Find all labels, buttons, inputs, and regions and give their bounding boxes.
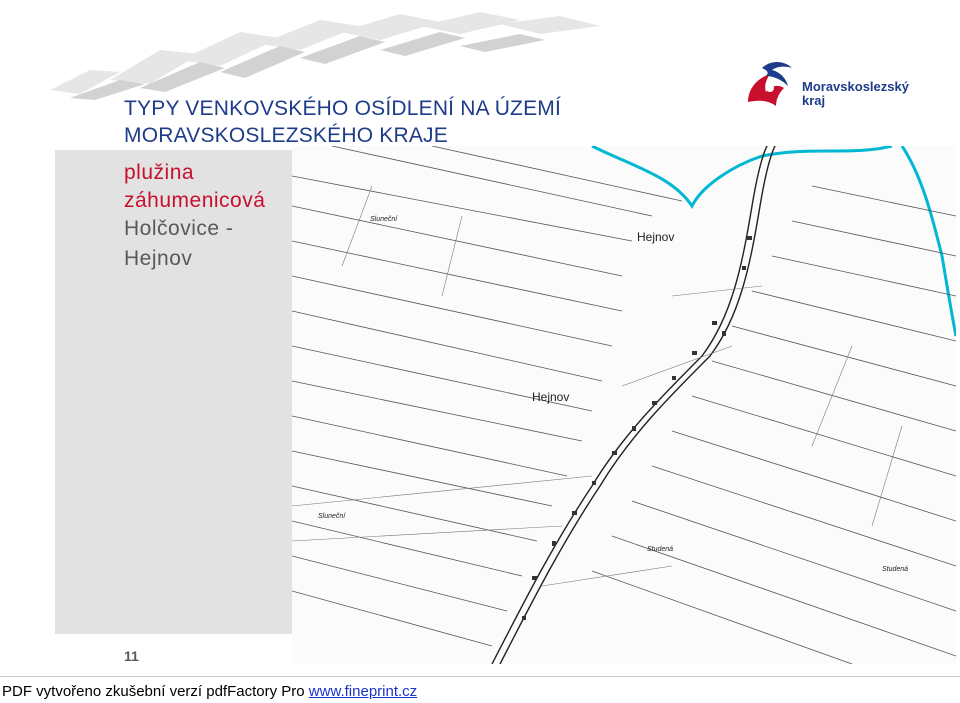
building-markers [522,236,752,620]
logo-text [802,80,909,108]
subtitle-hejnov: Hejnov [124,247,193,270]
map-label-slunecna-top: Sluneční [370,216,398,223]
field-strips-west [292,146,682,646]
page-number: 11 [124,648,139,664]
decorative-swoosh [50,10,610,100]
map-label-slunecna-bottom: Sluneční [318,513,346,520]
logo-line1: Moravskoslezský [802,79,909,94]
field-strips-east [592,186,956,664]
subtitle-holcovice: Holčovice - [124,217,234,240]
slide-title-line1: TYPY VENKOVSKÉHO OSÍDLENÍ NA ÚZEMÍ [124,97,562,120]
village-road [492,146,775,664]
logo [740,58,930,114]
map-details [292,186,902,586]
subtitle-zahumenicova: záhumenicová [124,189,266,212]
river-line [592,146,892,206]
map-drawing [292,146,956,664]
pdf-footer [0,680,960,703]
river-line-east [902,146,956,336]
logo-line2: kraj [802,93,826,108]
footer-link[interactable]: www.fineprint.cz [308,683,418,700]
footer-text: PDF vytvořeno zkušební verzí pdfFactory Pro [2,683,309,700]
map-label-hejnov-top: Hejnov [637,230,675,244]
cadastral-map [292,146,956,664]
region-logo-icon [740,58,800,114]
map-label-studena-mid: Studená [647,546,674,553]
slide-title [124,95,561,149]
slide-title-line2: MORAVSKOSLEZSKÉHO KRAJE [124,124,448,147]
subtitle-plouzina: plužina [124,161,195,184]
map-label-hejnov-mid: Hejnov [532,390,570,404]
map-label-studena-right: Studená [882,566,909,573]
footer-separator [0,676,960,677]
